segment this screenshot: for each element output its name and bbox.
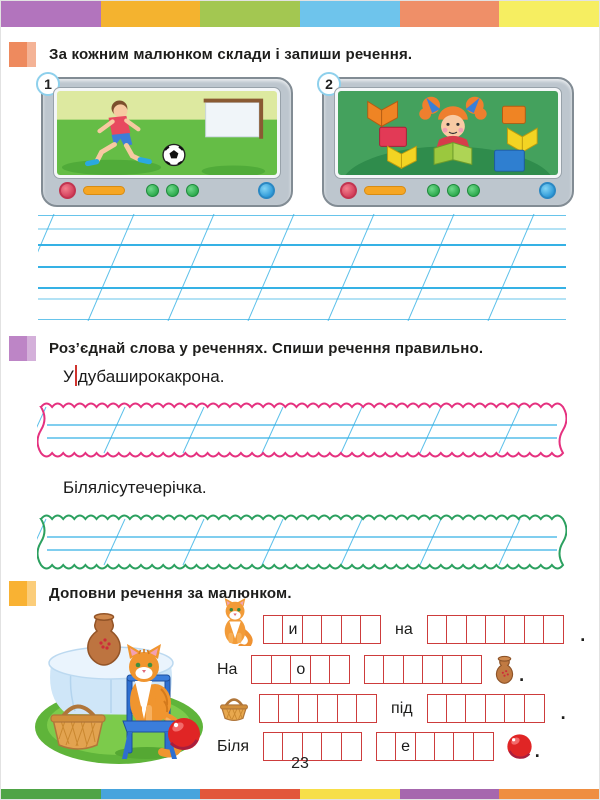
joined-sentence-2: Білялісутечерічка. <box>63 478 207 497</box>
tv-button-green <box>467 184 480 197</box>
letter-cell[interactable] <box>251 655 272 684</box>
letter-cell[interactable] <box>465 694 486 723</box>
football-scene <box>54 88 280 178</box>
tv-button-blue <box>539 182 556 199</box>
letter-cell[interactable] <box>329 655 350 684</box>
letter-boxes <box>259 694 377 723</box>
letter-cell[interactable] <box>278 694 299 723</box>
fill-in-rows <box>217 613 599 769</box>
letter-cell[interactable] <box>317 694 338 723</box>
letter-cell[interactable] <box>504 615 525 644</box>
picture-1-badge: 1 <box>36 72 60 96</box>
letter-cell[interactable] <box>263 615 284 644</box>
sentence-1-rest: дубаширокакрона. <box>77 367 225 386</box>
given-word: під <box>391 699 413 717</box>
tv-button-green <box>427 184 440 197</box>
color-segment <box>200 1 300 27</box>
tv-button-green <box>166 184 179 197</box>
letter-cell[interactable]: о <box>290 655 311 684</box>
letter-cell[interactable] <box>403 655 424 684</box>
basket-icon <box>217 694 251 723</box>
writing-lines-area[interactable] <box>38 214 566 321</box>
color-segment <box>400 1 500 27</box>
letter-cell[interactable] <box>485 694 506 723</box>
tv-controls <box>340 181 556 199</box>
tv-power-button <box>59 182 76 199</box>
fill-in-row <box>217 613 599 646</box>
letter-boxes <box>427 694 545 723</box>
letter-boxes <box>263 615 381 644</box>
fill-in-row <box>217 693 599 724</box>
color-segment <box>400 789 500 799</box>
word-separator-mark <box>75 365 77 386</box>
writing-strip-green[interactable] <box>37 512 567 572</box>
color-segment <box>1 1 101 27</box>
joined-sentence-1 <box>63 365 224 387</box>
letter-cell[interactable] <box>427 615 448 644</box>
letter-cell[interactable] <box>302 615 323 644</box>
sentence-period: . <box>580 625 586 645</box>
task3-title: Доповни речення за малюнком. <box>49 585 292 602</box>
tv-power-button <box>340 182 357 199</box>
letter-cell[interactable] <box>298 694 319 723</box>
letter-cell[interactable] <box>310 655 331 684</box>
letter-boxes <box>364 655 482 684</box>
football-scene-illustration <box>57 91 277 175</box>
sentence-period: . <box>534 741 540 761</box>
letter-boxes <box>427 615 564 644</box>
letter-cell[interactable] <box>422 655 443 684</box>
letter-cell[interactable] <box>321 615 342 644</box>
letter-cell[interactable] <box>485 615 506 644</box>
vase-icon <box>492 653 517 686</box>
cat-icon <box>217 597 255 646</box>
tv-slot <box>83 186 125 195</box>
task1-header <box>9 42 412 67</box>
picture-frame-1 <box>41 77 293 207</box>
color-segment <box>499 1 599 27</box>
sentence-period: . <box>560 703 566 723</box>
given-word: на <box>395 620 413 638</box>
task1-bullet <box>9 42 36 67</box>
letter-cell[interactable] <box>466 615 487 644</box>
task2-title: Роз’єднай слова у реченнях. Спиши речення правильно. <box>49 340 484 357</box>
sentence-period: . <box>519 665 525 685</box>
letter-cell[interactable] <box>259 694 280 723</box>
letter-cell[interactable] <box>524 694 545 723</box>
top-color-stripe <box>1 1 599 27</box>
letter-cell[interactable]: и <box>282 615 303 644</box>
tv-button-blue <box>258 182 275 199</box>
letter-cell[interactable] <box>461 655 482 684</box>
given-word: Біля <box>217 737 250 755</box>
cat-scene <box>31 601 211 766</box>
color-segment <box>300 789 400 799</box>
color-segment <box>101 789 201 799</box>
letter-cell[interactable] <box>446 694 467 723</box>
picture-frame-2 <box>322 77 574 207</box>
task1-title: За кожним малюнком склади і запиши речення. <box>49 46 413 63</box>
sentence-1-head: У <box>63 367 74 386</box>
color-segment <box>300 1 400 27</box>
letter-cell[interactable] <box>543 615 564 644</box>
tv-button-green <box>146 184 159 197</box>
reading-scene-illustration <box>338 91 558 175</box>
given-word: На <box>217 660 238 678</box>
color-segment <box>1 789 101 799</box>
tv-button-green <box>186 184 199 197</box>
letter-boxes <box>251 655 350 684</box>
tv-button-green <box>447 184 460 197</box>
color-segment <box>101 1 201 27</box>
letter-cell[interactable]: е <box>395 732 416 761</box>
fill-in-row <box>217 653 599 686</box>
letter-cell[interactable] <box>271 655 292 684</box>
letter-cell[interactable] <box>341 615 362 644</box>
picture-2-badge: 2 <box>317 72 341 96</box>
letter-cell[interactable] <box>504 694 525 723</box>
task2-bullet <box>9 336 36 361</box>
writing-strip-pink[interactable] <box>37 400 567 460</box>
letter-cell[interactable] <box>364 655 385 684</box>
letter-cell[interactable] <box>360 615 381 644</box>
color-segment <box>499 789 599 799</box>
letter-cell[interactable] <box>383 655 404 684</box>
tv-slot <box>364 186 406 195</box>
bottom-color-stripe <box>1 789 599 799</box>
letter-cell[interactable] <box>356 694 377 723</box>
letter-cell[interactable] <box>446 615 467 644</box>
tv-controls <box>59 181 275 199</box>
cat-scene-illustration <box>31 601 211 766</box>
letter-cell[interactable] <box>427 694 448 723</box>
task2-header <box>9 336 483 361</box>
page-number: 23 <box>291 755 309 772</box>
color-segment <box>200 789 300 799</box>
letter-cell[interactable] <box>337 694 358 723</box>
letter-cell[interactable] <box>442 655 463 684</box>
letter-cell[interactable] <box>524 615 545 644</box>
reading-scene <box>335 88 561 178</box>
